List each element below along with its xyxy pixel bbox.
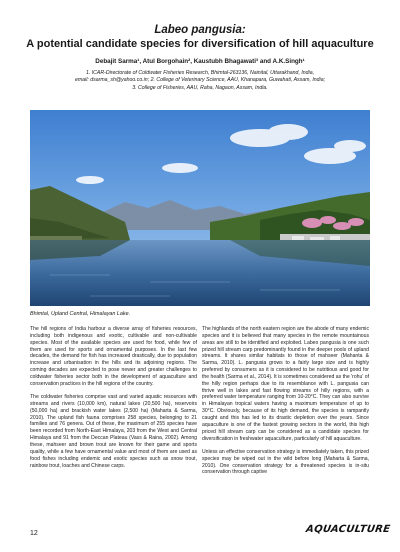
lake-photo <box>30 110 370 306</box>
author-list: Debajit Sarma¹, Atul Borgohain², Kaustubh Bhagawati³ and A.K.Singh¹ <box>95 58 305 65</box>
affiliation-line: email: dsarma_sh@yahoo.co.in; 2. College of Veterinary Science, AAU, Khanapara, Guwahati, Assam, India; <box>74 77 326 84</box>
body-column-left <box>30 326 197 476</box>
affiliations <box>30 70 370 92</box>
article-title-species: Labeo pangusia: <box>154 24 246 36</box>
affiliation-line: 1. ICAR-Directorate of Coldwater Fisheries Research, Bhimtal-263136, Nainital, Uttarakhand, India, <box>85 70 315 76</box>
affiliation-line: 3. College of Fisheries, AAU, Raha, Nagaon, Assam, India. <box>132 84 268 91</box>
left-shore <box>30 236 82 240</box>
body-paragraph: The coldwater fisheries comprise vast and varied aquatic resources with streams and rivers (10,000 km), natural lakes (20,500 ha), reservoirs (50,000 ha) and brackish water lakes (2,500 ha) (Maharta & Sarma, 2010). The upland fish fauna comprises 258 species, belonging to 21 families and 76 genera. Out of these, the maximum of 255 species have been recorded from North-East Himalaya, 203 from the West and Central Himalaya and 91 from the Deccan Plateau (Vass & Raina, 2002). Among these, mahseer and brown trout are known for their game and sports quality, while a few have ornamental value and most of them are used as food fishes including endemic and exotic species such as snow trout, rainbow trout, loaches and Chinese carps. <box>30 394 197 469</box>
body-paragraph: The highlands of the north eastern region are the abode of many endemic species and it is believed that many species in the remote mountainous areas are still to be identified and exploited. Labeo pangusia is one such prized hill stream carp predominantly found in the deeper pools of upland streams. It shares similar habitats to those of mahseer (Mahanta & Sarma, 2010). L. pangusia grows to a fairly large size and is highly preferred by consumers as it is considered to be nutritious and good for the health (Sarma et al., 2014). It is sometimes considered as the 'rohu' of the hilly region perhaps due to its resemblance with L. pangusia can thrive well in lakes and fast flowing streams of hilly regions, with a preferred water temperature ranging from 10-20°C. They can also survive in Himalayan tropical waters having a maximum temperature of up to 30°C. Obviously, because of its high demand, the species is rampantly caught and this has led to its drastic depletion over the years. Since aquaculture is one of the fastest growing sectors in the world, this high priced hill stream carp can be considered as a candidate species for diversification in freshwater aquaculture, particularly of hill aquaculture. <box>202 326 369 442</box>
figure-caption: Bhimtal, Upland Central, Himalayan Lake. <box>30 311 131 317</box>
article-title: A potential candidate species for diversification of hill aquaculture <box>26 38 374 50</box>
magazine-logo: AQUACULTURE <box>305 524 392 535</box>
body-paragraph: The hill regions of India harbour a diverse array of fisheries resources, including both indigenous and exotic, cultivable and non-cultivable species. Most of the available species are used for food, while few of them are used for sports and ornamental purposes. In the last few decades, the demand for fish has increased drastically, due to population increase and urbanisation in the hills and its adjoining regions. The coming decades are expected to pose newer and greater challenges to coldwater fisheries sector both in the development of aquaculture and conservation practices in the hill regions of the country. <box>30 326 197 387</box>
body-paragraph: Unless an effective conservation strategy is immediately taken, this prized species may be wiped out in the wild before long (Maharta & Sarma, 2010). One conservation strategy for a threatened species is in-situ conservation through captive <box>202 448 369 476</box>
lake-landscape-illustration <box>30 110 370 306</box>
page-number: 12 <box>30 530 38 537</box>
body-column-right <box>202 326 369 483</box>
